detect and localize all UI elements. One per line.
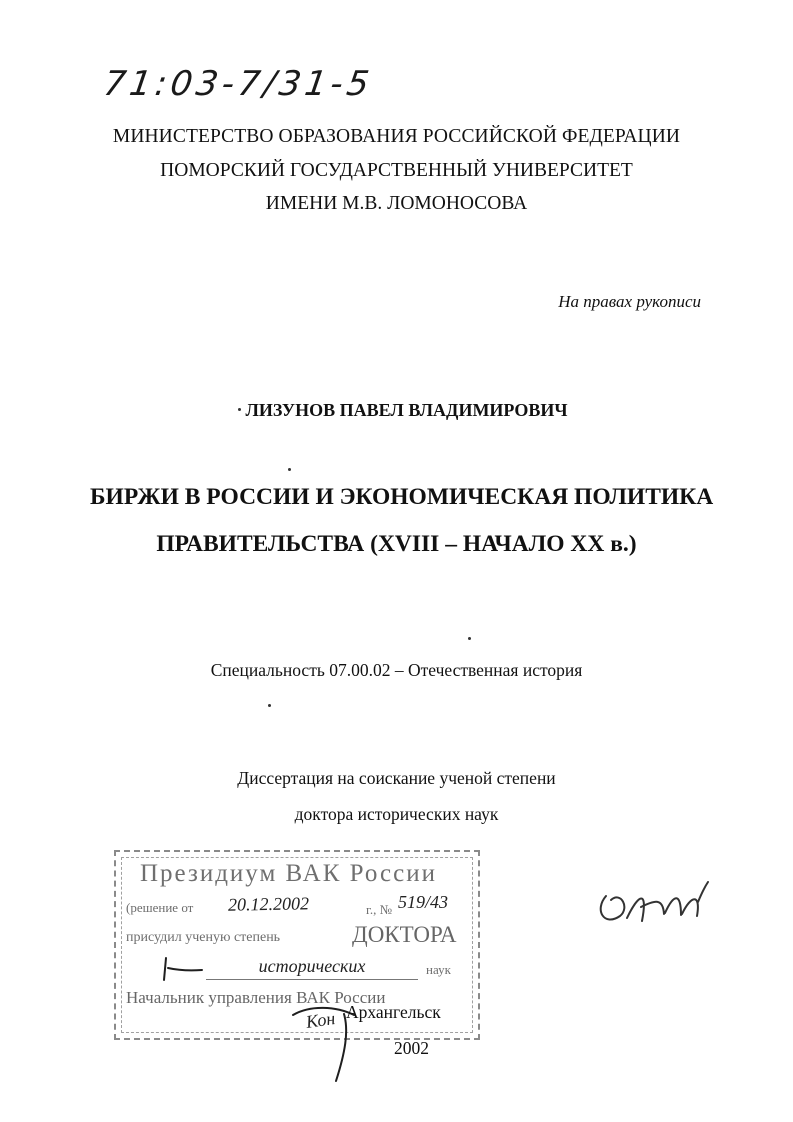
stamp-signature-initials: Кон	[304, 1008, 337, 1032]
stamp-number: 519/43	[398, 892, 449, 912]
stamp-heading: Президиум ВАК России	[140, 860, 437, 887]
dissertation-title-line-1: БИРЖИ В РОССИИ И ЭКОНОМИЧЕСКАЯ ПОЛИТИКА	[90, 484, 714, 510]
year: 2002	[394, 1038, 429, 1058]
stamp-science-label: наук	[426, 962, 451, 977]
archive-code: 71:03-7/31-5	[101, 64, 376, 104]
scan-speck	[288, 468, 291, 471]
university-heading: ПОМОРСКИЙ ГОСУДАРСТВЕННЫЙ УНИВЕРСИТЕТ	[160, 160, 633, 181]
manuscript-note: На правах рукописи	[558, 292, 701, 311]
stamp-number-label: г., №	[366, 902, 393, 917]
stamp-science-field: исторических	[206, 956, 418, 980]
author-signature	[592, 876, 710, 940]
dissertation-degree-line-2: доктора исторических наук	[294, 804, 499, 824]
author-name: ЛИЗУНОВ ПАВЕЛ ВЛАДИМИРОВИЧ	[245, 400, 568, 420]
stamp-awarded-label: присудил ученую степень	[126, 930, 281, 945]
stamp-degree: ДОКТОРА	[352, 922, 457, 947]
stamp-signature-mark	[160, 952, 222, 1007]
stamp-chief-line: Начальник управления ВАК России	[126, 988, 386, 1007]
dissertation-title-line-2: ПРАВИТЕЛЬСТВА (XVIII – НАЧАЛО XX в.)	[156, 531, 637, 557]
stamp-decision-label: (решение от	[126, 900, 194, 915]
scan-speck	[468, 637, 471, 640]
specialty-line: Специальность 07.00.02 – Отечественная история	[210, 660, 583, 680]
dissertation-degree-line-1: Диссертация на соискание ученой степени	[237, 768, 556, 788]
scan-speck	[268, 704, 271, 707]
ministry-heading: МИНИСТЕРСТВО ОБРАЗОВАНИЯ РОССИЙСКОЙ ФЕДЕРАЦИИ	[112, 126, 681, 147]
university-name-heading: ИМЕНИ М.В. ЛОМОНОСОВА	[265, 193, 528, 214]
scan-speck	[238, 408, 241, 411]
city: Архангельск	[346, 1002, 441, 1022]
stamp-decision-date: 20.12.2002	[227, 893, 310, 915]
